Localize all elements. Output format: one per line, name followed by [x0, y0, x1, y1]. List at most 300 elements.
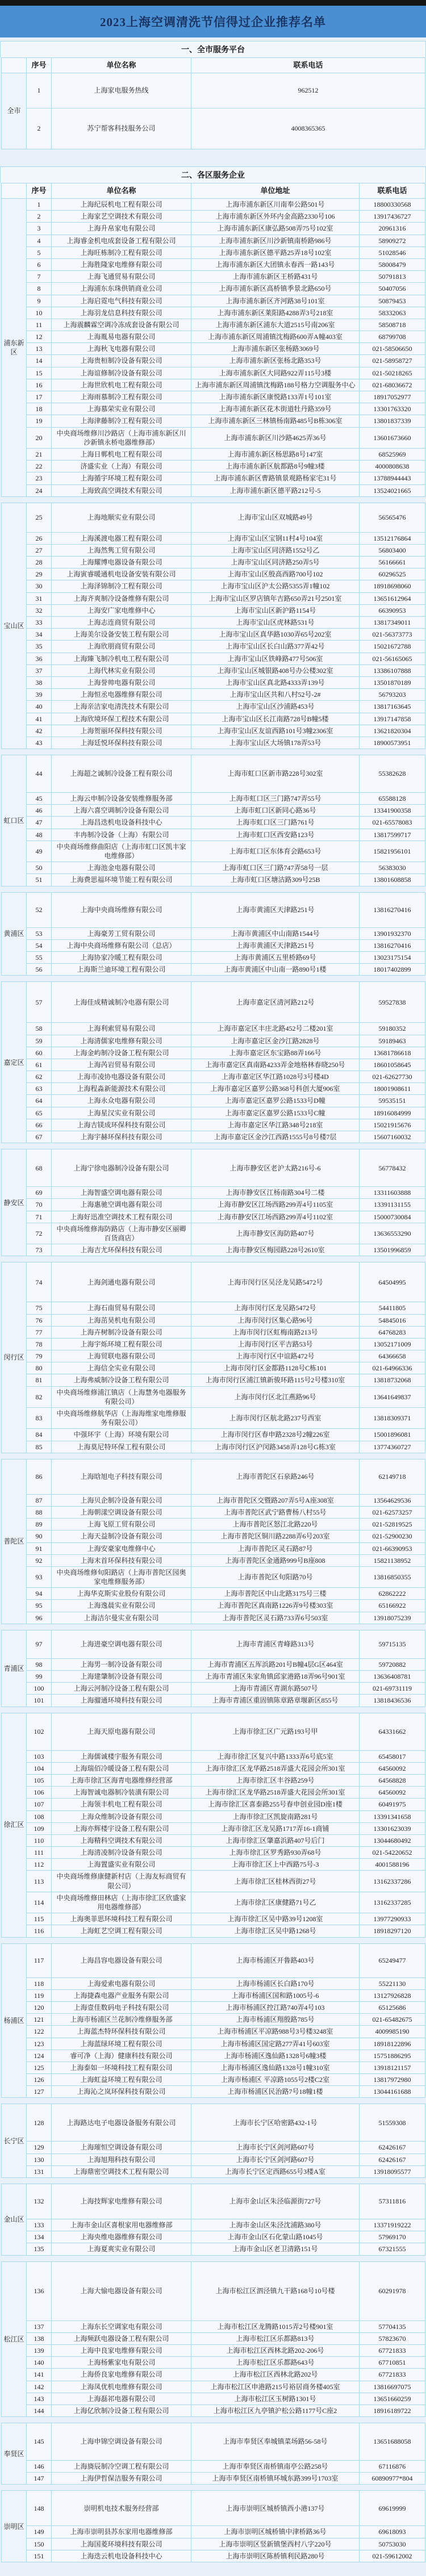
phone-number: 13052171009 — [360, 1338, 425, 1350]
phone-number: 13044680492 — [360, 1834, 425, 1846]
company-name: 上海市金山区喜根家用电器维修部 — [52, 2219, 191, 2231]
row-index: 108 — [27, 1810, 52, 1822]
company-address: 上海市杨浦区翔殷路785号 — [191, 2014, 360, 2026]
row-index: 125 — [27, 2061, 52, 2073]
table-row — [2, 1989, 425, 2001]
company-address: 上海市松江区九亭镇沪松公路1177号C座2 — [191, 2404, 360, 2416]
phone-number: 13901932370 — [360, 927, 425, 939]
table-row — [2, 617, 425, 629]
company-name: 上海羽龙信息科技有限公司 — [52, 307, 191, 319]
company-name: 上海震麟霖空调冷冻成套设备有限公司 — [52, 319, 191, 331]
company-name: 上海亲洁家电清洗技术有限公司 — [52, 701, 191, 713]
table-row — [2, 1713, 425, 1750]
table-row — [2, 1913, 425, 1925]
row-index: 81 — [27, 1374, 52, 1386]
phone-number: 67721833 — [360, 2344, 425, 2356]
company-address: 上海市普陀区铜川路2288弄6号203室 — [191, 1530, 360, 1542]
table-row — [2, 2142, 425, 2153]
table-row — [2, 580, 425, 592]
table-row — [2, 1658, 425, 1670]
company-name: 上海浦东东珠供销商业公司 — [52, 283, 191, 295]
phone-number: 65166922 — [360, 1600, 425, 1612]
company-address: 上海市杨浦区国定路277弄41号603室 — [191, 2038, 360, 2050]
phone-number: 13918121157 — [360, 2061, 425, 2073]
company-address: 上海市浦东新区高桥镇季景北路650号 — [191, 283, 360, 295]
company-address: 上海市徐汇区凯旋南路281号 — [191, 1810, 360, 1822]
phone-number: 62149718 — [360, 1459, 425, 1494]
phone-number: 64331662 — [360, 1713, 425, 1750]
row-index: 17 — [27, 391, 52, 403]
district-label: 全市 — [2, 73, 27, 149]
phone-number: 67710851 — [360, 2357, 425, 2369]
row-index: 83 — [27, 1408, 52, 1429]
company-name: 上海溪渡电器工程有限公司 — [52, 532, 191, 544]
company-name: 上海程淼新能源技术有限公司 — [52, 1083, 191, 1095]
table-row — [2, 355, 425, 367]
company-address: 上海市浦东新区莱阳路4288弄3号218室 — [191, 307, 360, 319]
company-address: 上海市嘉定区华江路348号218室 — [191, 1119, 360, 1131]
table-row — [2, 1892, 425, 1913]
row-index: 31 — [27, 592, 52, 604]
row-index: 80 — [27, 1362, 52, 1374]
company-name: 上海云河制冷设备工程有限公司 — [52, 1683, 191, 1695]
phone-number: 15021672788 — [360, 641, 425, 653]
company-name: 上海莫尼特环保工程有限公司 — [52, 1441, 191, 1453]
row-index: 126 — [27, 2074, 52, 2086]
phone-number: 021-65578083 — [360, 817, 425, 829]
company-address: 上海市普陀区灵石路733弄6号503室 — [191, 1612, 360, 1624]
table-row — [2, 840, 425, 862]
company-name: 上海日郸机电工程有限公司 — [52, 448, 191, 460]
company-name: 上海清凌制冷设备有限公司 — [52, 1847, 191, 1859]
phone-number: 15751886295 — [360, 2050, 425, 2061]
table-row — [2, 604, 425, 616]
company-address: 上海市徐汇区桂林西街27号 — [191, 1871, 360, 1892]
company-address: 上海市奉贤区奉城镇菜场路56-58号 — [191, 2423, 360, 2461]
district-table — [1, 1630, 425, 1707]
company-name: 中央商场维修田林店（上海市徐汇区欣盛家用电器维修部） — [52, 1892, 191, 1913]
row-index: 56 — [27, 964, 52, 976]
table-row — [2, 307, 425, 319]
company-address: 上海市宝山区铁峰路477号506室 — [191, 653, 360, 664]
company-address: 上海市宝山区真华路1030弄65号202室 — [191, 629, 360, 641]
table-row — [2, 641, 425, 653]
table-row — [2, 223, 425, 235]
row-index: 36 — [27, 653, 52, 664]
phone-number: 64568828 — [360, 1774, 425, 1786]
company-address: 上海市闵行区集心路96号 — [191, 1314, 360, 1326]
company-name: 上海斯兰迪环境工程有限公司 — [52, 964, 191, 976]
row-index: 99 — [27, 1671, 52, 1683]
company-name: 上海信全实业有限公司 — [52, 1362, 191, 1374]
company-name: 上海家电服务热线 — [52, 73, 191, 108]
table-row — [2, 1822, 425, 1834]
column-header: 单位名称 — [52, 183, 191, 199]
phone-number: 64366658 — [360, 1350, 425, 1362]
phone-number: 13818436536 — [360, 1695, 425, 1707]
company-address: 上海市宝山区双城路49号 — [191, 503, 360, 532]
company-address: 上海市嘉定区真南路4233弄金地格林春晓250号 — [191, 1059, 360, 1070]
district-table — [1, 2423, 425, 2485]
row-index: 102 — [27, 1713, 52, 1750]
district-tables — [0, 183, 426, 2576]
company-name: 中央商场维修海防路店（上海市静安区丽卿百货商店） — [52, 1223, 191, 1244]
row-index: 67 — [27, 1131, 52, 1143]
district-label: 长宁区 — [2, 2104, 27, 2178]
section1-heading: 一、全市服务平台 — [0, 41, 426, 57]
row-index: 95 — [27, 1600, 52, 1612]
company-name: 上海豪芳工贸有限公司 — [52, 927, 191, 939]
table-row — [2, 1762, 425, 1774]
table-row — [2, 1314, 425, 1326]
table-row — [2, 199, 425, 211]
phone-number: 13817349011 — [360, 617, 425, 629]
table-row — [2, 1506, 425, 1518]
company-name: 上海吉镁成环保科技有限公司 — [52, 1119, 191, 1131]
table-row — [2, 557, 425, 568]
phone-number: 13801608858 — [360, 874, 425, 886]
phone-number: 55382628 — [360, 755, 425, 793]
phone-number: 13636553290 — [360, 1223, 425, 1244]
company-address: 上海市静安区江场西路299弄4号1105室 — [191, 1199, 360, 1211]
company-address: 上海市徐汇区上中西路75号-3 — [191, 1859, 360, 1871]
row-index: 100 — [27, 1683, 52, 1695]
company-address: 上海市浦东新区浦东大道2515号南206室 — [191, 319, 360, 331]
company-address: 上海市徐汇区罗秀路930弄68号 — [191, 1847, 360, 1859]
phone-number: 13774360727 — [360, 1441, 425, 1453]
company-name: 上海协家冷暖工程有限公司 — [52, 951, 191, 963]
table-row — [2, 1600, 425, 1612]
company-name: 上海芮岩贸易有限公司 — [52, 1059, 191, 1070]
phone-number: 18916189722 — [360, 2404, 425, 2416]
row-index: 40 — [27, 701, 52, 713]
row-index: 63 — [27, 1083, 52, 1095]
company-address: 上海市闵行区金都路1128号C栋101 — [191, 1362, 360, 1374]
company-name: 上海卉树制冷设备有限公司 — [52, 1326, 191, 1338]
phone-number: 13816697075 — [360, 2381, 425, 2393]
company-address: 上海市松江区龙腾路1015弄2号楼901室 — [191, 2320, 360, 2332]
phone-number: 021-65482675 — [360, 2014, 425, 2026]
company-address: 上海市嘉定区嘉罗公路368号科创大厦906室 — [191, 1083, 360, 1095]
phone-number: 65588128 — [360, 793, 425, 805]
company-name: 上海朝漾空调设备有限公司 — [52, 1506, 191, 1518]
company-address: 上海市普陀区真南路1226弄9号楼303室 — [191, 1600, 360, 1612]
company-address: 上海市徐汇区丰谷路259号 — [191, 1774, 360, 1786]
row-index: 53 — [27, 927, 52, 939]
table-row — [2, 484, 425, 496]
phone-number: 021-52900230 — [360, 1530, 425, 1542]
table-row — [2, 403, 425, 415]
company-address: 上海市浦东新区张杨路3069号 — [191, 343, 360, 355]
phone-number: 021-59612002 — [360, 2550, 425, 2562]
company-name: 上海天益制冷设备有限公司 — [52, 1530, 191, 1542]
row-index: 94 — [27, 1588, 52, 1600]
table-row — [2, 1302, 425, 1314]
table-row — [2, 1429, 425, 1441]
phone-number: 021-66390953 — [360, 1542, 425, 1554]
company-address: 上海市徐汇区喜泰路255号春申创业园D座1楼 — [191, 1799, 360, 1810]
company-address: 上海市宝山区城银路408号办公楼302室 — [191, 664, 360, 676]
company-name: 中强环宇（上海）环境有限公司 — [52, 1429, 191, 1441]
phone-number: 64560092 — [360, 1762, 425, 1774]
table-row — [2, 1362, 425, 1374]
company-address: 上海市杨浦区民治路7号18幢1楼 — [191, 2086, 360, 2098]
company-name: 上海美尔设备安装工程有限公司 — [52, 629, 191, 641]
row-index: 21 — [27, 448, 52, 460]
row-index: 2 — [27, 108, 52, 149]
phone-number: 4009985190 — [360, 2026, 425, 2038]
company-name: 上海夏爽实业有限公司 — [52, 2243, 191, 2255]
company-address: 上海市普陀区武宁路曹杨八村55号 — [191, 1506, 360, 1518]
table-row — [2, 1810, 425, 1822]
company-name: 上海智盛空调电器有限公司 — [52, 1187, 191, 1199]
company-address: 上海市长宁区剑河路607号 — [191, 2142, 360, 2153]
row-index: 119 — [27, 1989, 52, 2001]
company-name: 上海洁尔曼实业有限公司 — [52, 1612, 191, 1624]
phone-number: 18916084999 — [360, 1107, 425, 1119]
company-address: 上海市嘉定区嘉罗公路1533号D幢 — [191, 1095, 360, 1107]
phone-number: 13641649837 — [360, 1386, 425, 1407]
company-name: 上海亦辉楼宇设备工程有限公司 — [52, 1822, 191, 1834]
company-name: 上海宇烁环境工程有限公司 — [52, 1338, 191, 1350]
phone-number: 58508718 — [360, 319, 425, 331]
row-index: 151 — [27, 2550, 52, 2562]
table-row — [2, 503, 425, 532]
table-row — [2, 1211, 425, 1223]
company-name: 上海利索贸易有限公司 — [52, 1023, 191, 1035]
phone-number: 51028546 — [360, 246, 425, 258]
corner-cell — [2, 183, 27, 199]
row-index: 59 — [27, 1035, 52, 1047]
company-name: 上海虹益环境工程有限公司 — [52, 2074, 191, 2086]
table-row — [2, 343, 425, 355]
table-row — [2, 1131, 425, 1143]
table-row — [2, 1338, 425, 1350]
row-index: 148 — [27, 2491, 52, 2526]
phone-number: 13788944443 — [360, 472, 425, 484]
header-row — [2, 183, 425, 199]
table-row — [2, 2219, 425, 2231]
company-name: 上海侨良家电维修有限公司 — [52, 2369, 191, 2381]
company-name: 上海六喜空调制冷设备有限公司 — [52, 805, 191, 817]
company-name: 上海璀恒空调设备有限公司 — [52, 2142, 191, 2153]
district-table — [1, 183, 425, 497]
phone-number: 65249477 — [360, 1943, 425, 1977]
table-row — [2, 367, 425, 379]
company-name: 上海好迅准空调技术工程有限公司 — [52, 1211, 191, 1223]
company-name: 上海云申制冷设备安装维修服务部 — [52, 793, 191, 805]
company-address: 上海市浦东新区王桥路431号 — [191, 271, 360, 283]
row-index: 123 — [27, 2038, 52, 2050]
company-name: 上海中央商场维修有限公司 — [52, 892, 191, 927]
phone-number: 13386107888 — [360, 664, 425, 676]
company-address: 上海市闵行区平吉路53号 — [191, 1338, 360, 1350]
company-address: 上海市浦东新区川南奉公路501号 — [191, 199, 360, 211]
company-name: 上海市徐汇区海青电器维修经营部 — [52, 1774, 191, 1786]
company-name: 上海纪辰机电工程有限公司 — [52, 199, 191, 211]
company-name: 上海路达电子电器设备服务有限公司 — [52, 2104, 191, 2142]
company-address: 上海市黄浦区天津路251号 — [191, 892, 360, 927]
column-header: 联系电话 — [360, 183, 425, 199]
row-index: 85 — [27, 1441, 52, 1453]
company-address: 上海市嘉定区东宝路88弄166号 — [191, 1047, 360, 1059]
company-address: 上海市松江区泗泾镇九干路168号10号楼 — [191, 2261, 360, 2320]
company-address: 上海市徐汇区康健路71号乙 — [191, 1892, 360, 1913]
row-index: 14 — [27, 355, 52, 367]
company-address: 上海市松江区西林北路202号 — [191, 2369, 360, 2381]
row-index: 1 — [27, 73, 52, 108]
company-address: 上海市崇明区城桥镇西小港137号 — [191, 2491, 360, 2526]
table-row — [2, 1386, 425, 1407]
phone-number: 021-62627730 — [360, 1071, 425, 1083]
company-name: 上海石南贸易有限公司 — [52, 1302, 191, 1314]
company-address: 上海市虹口区新同心路36号 — [191, 805, 360, 817]
phone-number: 59180352 — [360, 1023, 425, 1035]
table-row — [2, 1566, 425, 1587]
phone-number: 13311603888 — [360, 1187, 425, 1199]
phone-number: 13162337286 — [360, 1871, 425, 1892]
table-row — [2, 892, 425, 927]
phone-number: 67116876 — [360, 2461, 425, 2473]
row-index: 144 — [27, 2404, 52, 2416]
table-row — [2, 1047, 425, 1059]
company-name: 上海国菱环境科技有限公司 — [52, 2538, 191, 2550]
district-table — [1, 503, 425, 749]
company-address: 上海市徐汇区吴中路39号1208室 — [191, 1913, 360, 1925]
row-index: 91 — [27, 1542, 52, 1554]
company-address: 上海市普陀区交暨路207弄5号A座308室 — [191, 1494, 360, 1506]
row-index: 89 — [27, 1519, 52, 1530]
company-name: 上海星汉实业有限公司 — [52, 1107, 191, 1119]
company-name: 上海贝企制冷设备有限公司 — [52, 1494, 191, 1506]
row-index: 58 — [27, 1023, 52, 1035]
company-address: 上海市宝山区大场镇178弄53号 — [191, 737, 360, 748]
company-name: 上海臻飞制冷机电工程有限公司 — [52, 653, 191, 664]
company-name: 上海升帛家电有限公司 — [52, 223, 191, 235]
company-name: 上海中良家电维修有限公司 — [52, 2344, 191, 2356]
table-row — [2, 2261, 425, 2320]
company-address: 上海市杨浦区长白路170号 — [191, 1977, 360, 1989]
row-index: 140 — [27, 2357, 52, 2369]
phone-number: 021-64966336 — [360, 1362, 425, 1374]
phone-number: 59720882 — [360, 1658, 425, 1670]
phone-number: 13601673660 — [360, 427, 425, 448]
phone-number: 13524021665 — [360, 484, 425, 496]
phone-number: 59189463 — [360, 1035, 425, 1047]
district-label: 宝山区 — [2, 503, 27, 748]
district-label: 杨浦区 — [2, 1943, 27, 2098]
company-address: 上海市松江区乐都路643号 — [191, 2357, 360, 2369]
company-address: 上海市松江区乐都路813号 — [191, 2332, 360, 2344]
company-name: 上海清儒家电维修有限公司 — [52, 1035, 191, 1047]
table-row — [2, 951, 425, 963]
header-row — [2, 58, 425, 73]
table-row — [2, 1494, 425, 1506]
phone-number: 18017402899 — [360, 964, 425, 976]
district-label: 虹口区 — [2, 755, 27, 886]
row-index: 8 — [27, 283, 52, 295]
row-index: 64 — [27, 1095, 52, 1107]
company-name: 上海启霓电气科技有限公司 — [52, 295, 191, 307]
row-index: 132 — [27, 2184, 52, 2219]
company-name: 上海迭云机电设备科技中心 — [52, 2550, 191, 2562]
row-index: 106 — [27, 1787, 52, 1799]
table-row — [2, 964, 425, 976]
phone-number: 59535151 — [360, 1095, 425, 1107]
company-name: 上海天原电器有限公司 — [52, 1713, 191, 1750]
company-address: 上海市普陀区怒江北路220号 — [191, 1519, 360, 1530]
company-name: 上海宁徐电器制冷设备有限公司 — [52, 1149, 191, 1187]
company-name: 上海进豪空调电器有限公司 — [52, 1630, 191, 1658]
phone-number: 59715135 — [360, 1630, 425, 1658]
phone-number: 68525969 — [360, 448, 425, 460]
district-table — [1, 57, 425, 149]
phone-number: 50791813 — [360, 271, 425, 283]
column-header: 单位地址 — [191, 183, 360, 199]
district-label: 崇明区 — [2, 2491, 27, 2562]
company-address: 上海市静安区老沪太路216号-6 — [191, 1149, 360, 1187]
phone-number: 18918698060 — [360, 580, 425, 592]
phone-number: 51559308 — [360, 2104, 425, 2142]
row-index: 76 — [27, 1314, 52, 1326]
company-name: 中央商场维修康健新村店（上海友标商贸有限公司） — [52, 1871, 191, 1892]
company-address: 上海市浦东新区康弘路508弄75号102室 — [191, 223, 360, 235]
table-row — [2, 1187, 425, 1199]
row-index: 114 — [27, 1892, 52, 1913]
phone-number: 18918297120 — [360, 1925, 425, 1937]
phone-number: 13918075239 — [360, 1612, 425, 1624]
company-name: 睿可净（上海）健康科技有限公司 — [52, 2050, 191, 2061]
company-address: 上海市虹口区三门路747弄55号 — [191, 793, 360, 805]
phone-number: 60890977*804 — [360, 2473, 425, 2485]
row-index: 57 — [27, 982, 52, 1023]
company-name: 上海华克斯实业股份有限公司 — [52, 1588, 191, 1600]
company-name: 上海地顺实业有限公司 — [52, 503, 191, 532]
phone-number: 13301763320 — [360, 403, 425, 415]
company-address: 上海市宝山区共和八村52号-2# — [191, 689, 360, 701]
company-name: 上海东长空调家电有限公司 — [52, 2320, 191, 2332]
table-row — [2, 755, 425, 793]
row-index: 74 — [27, 1262, 52, 1302]
company-address: 上海市嘉定区华江路1028号3号楼4D — [191, 1071, 360, 1083]
table-row — [2, 713, 425, 725]
company-address: 上海市浦东新区川沙新镇南桥路986号 — [191, 235, 360, 246]
row-index: 124 — [27, 2050, 52, 2061]
table-row — [2, 211, 425, 223]
company-address: 上海市杨浦区控江路740弄4号103 — [191, 2001, 360, 2013]
company-address: 上海市金山区石化蒙山路1045号 — [191, 2231, 360, 2243]
row-index: 96 — [27, 1612, 52, 1624]
company-name: 上海沁之岚环保科技有限公司 — [52, 2086, 191, 2098]
table-row — [2, 2050, 425, 2061]
table-row — [2, 1671, 425, 1683]
row-index: 128 — [27, 2104, 52, 2142]
table-row — [2, 2491, 425, 2526]
company-address: 上海市浦东新区三林镇杨南路485号B栋306室 — [191, 415, 360, 427]
table-row — [2, 2014, 425, 2026]
phone-number: 13501870189 — [360, 676, 425, 688]
table-row — [2, 2423, 425, 2461]
company-address: 上海市杨浦区逸仙路1328号6幢3楼 — [191, 2050, 360, 2061]
district-table — [1, 2261, 425, 2418]
company-address: 上海市嘉定区清河路212号 — [191, 982, 360, 1023]
company-name: 苏宁帮客科技服务公司 — [52, 108, 191, 149]
district-label: 金山区 — [2, 2184, 27, 2256]
table-row — [2, 1787, 425, 1799]
company-address: 上海市浦东新区花木街道牡丹路359号 — [191, 403, 360, 415]
company-address: 上海市杨浦区国和路1005号-6 — [191, 1989, 360, 2001]
company-name: 上海家艺空调技术有限公司 — [52, 211, 191, 223]
